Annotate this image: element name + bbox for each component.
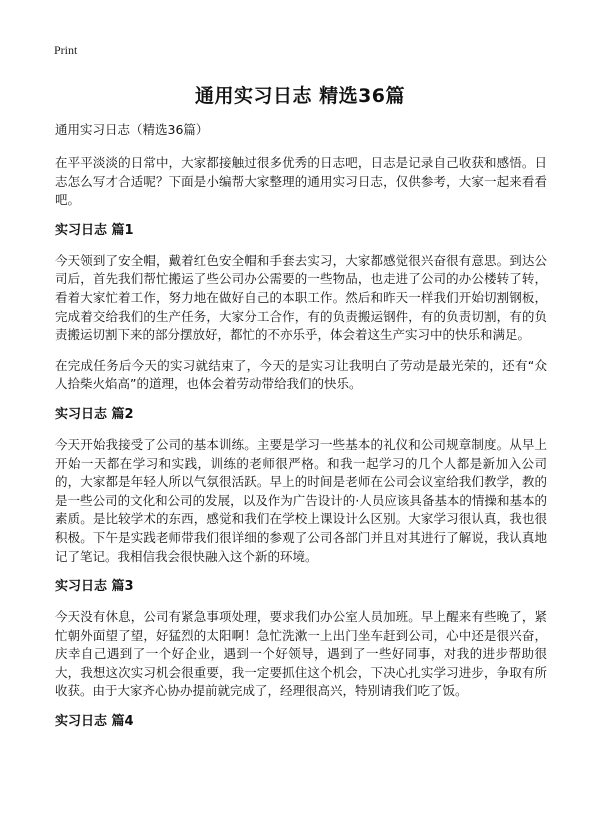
page-title: 通用实习日志 精选36篇 bbox=[194, 85, 406, 107]
section-paragraph: 在完成任务后今天的实习就结束了，今天的是实习让我明白了劳动是最光荣的，还有“众人拾柴火焰高”的道理，也体会着劳动带给我们的快乐。 bbox=[55, 357, 547, 392]
section-4 bbox=[55, 713, 547, 731]
print-link[interactable]: Print bbox=[54, 43, 78, 57]
section-heading: 实习日志 篇1 bbox=[55, 222, 134, 238]
section-1 bbox=[55, 222, 547, 394]
section-paragraph: 今天没有休息，公司有紧急事项处理，要求我们办公室人员加班。早上醒来有些晚了，紧忙朝外面望了望，好猛烈的太阳啊！急忙洗漱一上出门坐车赶到公司，心中还是很兴奋，庆幸自己遇到了一个好企业，遇到一个好领导，遇到了一些好同事，对我的进步帮助很大，我想这次实习机会很重要，我一定要抓住这个机会，下决心扎实学习进步，争取有所收获。由于大家齐心协办提前就完成了，经理很高兴，特别请我们吃了饭。 bbox=[55, 609, 547, 699]
section-heading: 实习日志 篇2 bbox=[55, 406, 134, 422]
document-body bbox=[55, 121, 547, 743]
section-3 bbox=[55, 578, 547, 701]
document-subtitle: 通用实习日志（精选36篇） bbox=[55, 122, 209, 137]
section-paragraph: 今天开始我接受了公司的基本训练。主要是学习一些基本的礼仪和公司规章制度。从早上开始一天都在学习和实践，训练的老师很严格。和我一起学习的几个人都是新加入公司的，大家都是年轻人所以气氛很活跃。早上的时间是老师在公司会议室给我们教学，教的是一些公司的文化和公司的发展，以及作为广告设计的·人员应该具备基本的情操和基本的素质。是比较学术的东西，感觉和我们在学校上课设计么区别。大家学习很认真，我也很积极。下午是实践老师带我们很详细的参观了公司各部门并且对其进行了解说，我认真地记了笔记。我相信我会很快融入这个新的环境。 bbox=[55, 436, 547, 564]
section-paragraph: 今天领到了安全帽，戴着红色安全帽和手套去实习，大家都感觉很兴奋很有意思。到达公司后，首先我们帮忙搬运了些公司办公需要的一些物品，也走进了公司的办公楼转了转，看着大家忙着工作，努力地在做好自己的本职工作。然后和昨天一样我们开始切割钢板，完成着交给我们的生产任务，大家分工合作，有的负责搬运钢件，有的负责切割，有的负责搬运切割下来的部分摆放好，都忙的不亦乐乎，体会着这生产实习中的快乐和满足。 bbox=[55, 252, 547, 343]
section-heading: 实习日志 篇3 bbox=[55, 579, 134, 595]
intro-paragraph: 在平平淡淡的日常中，大家都接触过很多优秀的日志吧，日志是记录自己收获和感悟。日志怎么写才合适呢？下面是小编帮大家整理的通用实习日志，仅供参考，大家一起来看看吧。 bbox=[55, 155, 547, 208]
section-heading: 实习日志 篇4 bbox=[55, 714, 134, 730]
section-2 bbox=[55, 406, 547, 566]
